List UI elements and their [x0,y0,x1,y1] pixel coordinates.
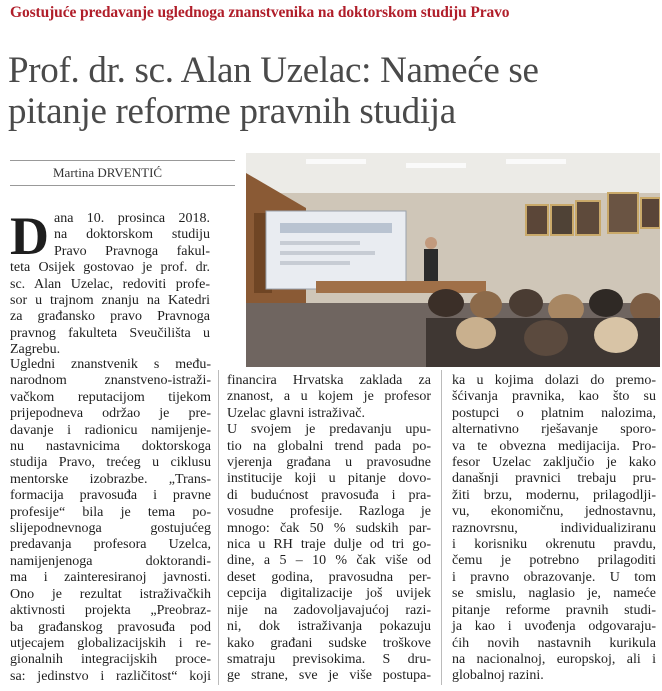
column-line: profesije“ bila je tema po- [10,504,211,520]
column-line: postupci o platnim nalozima, [452,405,656,421]
intro-line: za građansko pravo Pravnoga [10,309,210,325]
column-line: Uzelac glavni istraživač. [227,405,365,421]
column-line: deset godina, pravosudna per- [227,569,431,585]
column-line: ma i zainteresiranoj javnosti. [10,570,211,586]
lecture-photo-illustration [246,153,660,367]
byline-rule-top [10,160,235,161]
column-line: ge strane, sve je više postupa- [227,668,431,684]
column-line: Ono je rezultat istraživačkih [10,586,211,602]
lecture-photo [246,153,660,367]
column-separator [218,370,219,685]
column-line: di budućnost pravosuđa i pra- [227,487,431,503]
intro-line: teta Osijek gostovao je prof. dr. [10,260,210,276]
article-kicker: Gostujuće predavanje uglednoga znanstvenika na doktorskom studiju Pravo [10,4,510,21]
column-line: ba građanskog pravosuđa pod [10,619,211,635]
column-line: alternativno rješavanje sporo- [452,422,656,438]
column-line: davanje i radionicu namijenje- [10,422,211,438]
column-line: namijenjenoga doktorandi- [10,553,211,569]
column-line: sa: jedinstvo i različitost“ koji [10,668,211,684]
column-line: mnogo: čak 50 % sudskih par- [227,520,431,536]
column-line: nu nastavnicima doktorskoga [10,439,211,455]
column-line: vosudne profesije. Razloga je [227,504,431,520]
column-separator [441,370,442,685]
column-line: raznovrsnu, individualiziranu [452,520,656,536]
column-line: vjerenja građana u pravosudne [227,455,431,471]
article-column-3 [452,373,656,685]
column-line: vačkom reputacijom tijekom [10,389,211,405]
author-byline: Martina DRVENTIĆ [53,165,163,180]
column-line: predavanja profesora Uzelca, [10,537,211,553]
column-line: nije na zadovoljavajućoj razi- [227,602,431,618]
column-line: mentorske izobrazbe. „Trans- [10,471,211,487]
column-line: studija Pravo, trećeg u ciklusu [10,455,211,471]
column-line: cepcija digitalizacije još uvijek [227,586,431,602]
intro-line: sc. Alan Uzelac, redoviti profe- [10,276,210,292]
column-line: ka u kojima dolazi do premo- [452,373,656,388]
title-line-2: pitanje reforme pravnih studija [8,91,456,132]
column-line: utjecajem globalizacijskih i re- [10,635,211,651]
column-line: ni, dok istraživanja pokazuju [227,619,431,635]
column-line: šćivanja pravnika, kao što su [452,389,656,405]
column-line: formacija pravosuđa i pravne [10,488,211,504]
column-line: čemu je potrebno prilagoditi [452,553,656,569]
column-line: globalnoj razini. [452,668,544,684]
column-line: narodnom znanstveno-istraži- [10,373,211,389]
column-line: ja kao i uvođenja odgovaraju- [452,619,656,635]
article-column-1 [10,357,211,685]
article-column-2 [227,373,431,685]
column-line: ćih novih nastavnih kurikula [452,635,656,651]
column-line: U svojem je predavanju upu- [227,422,431,438]
intro-line: Pravo Pravnoga fakul- [54,243,210,259]
column-line: se smislu, naglasio je, nameće [452,586,656,602]
column-line: današnji pravnici trebaju pru- [452,471,656,487]
column-line: tio na globalni trend pada po- [227,438,431,454]
column-line: i korisniku okrenutu pravdu, [452,537,656,553]
column-line: fesor Uzelac zaključio je kako [452,455,656,471]
article-intro [10,206,210,359]
column-line: Ugledni znanstvenik s među- [10,357,211,372]
column-line: na nacionalnoj, europskoj, ali i [452,651,656,667]
byline-rule-bottom [10,185,235,186]
intro-line: pravnog fakulteta Sveučilišta u [10,325,210,341]
intro-line: na doktorskom studiju [54,227,210,243]
column-line: slijepodnevnoga gostujućeg [10,521,211,537]
column-line: žiti brzu, modernu, prilagodlji- [452,487,656,503]
intro-line: ana 10. prosinca 2018. [54,211,210,226]
column-line: aktivnosti projekta „Preobraz- [10,603,211,619]
column-line: institucije koji u pitanje dovo- [227,471,431,487]
article-title [8,50,658,132]
column-line: gionalnih integracijskih proce- [10,652,211,668]
column-line: va te obvezna medijacija. Pro- [452,438,656,454]
intro-line: sor u trajnom znanju na Katedri [10,293,210,309]
column-line: pitanje reforme pravnih studi- [452,602,656,618]
column-line: dine, a 5 – 10 % čak više od [227,553,431,569]
title-line-1: Prof. dr. sc. Alan Uzelac: Nameće se [8,50,539,91]
column-line: prijepodneva održao je pre- [10,406,211,422]
column-line: nica u RH traje dulje od tri go- [227,537,431,553]
intro-line: Zagrebu. [10,342,61,358]
column-line: i pravno obrazovanje. U tom [452,569,656,585]
dropcap: D [10,206,49,266]
column-line: smatraju previsokima. S dru- [227,651,431,667]
column-line: kako građani sudske troškove [227,635,431,651]
column-line: vu, ekonomičnu, jednostavnu, [452,504,656,520]
column-line: financira Hrvatska zaklada za [227,373,431,388]
column-line: znanost, a u kojem je profesor [227,389,431,405]
